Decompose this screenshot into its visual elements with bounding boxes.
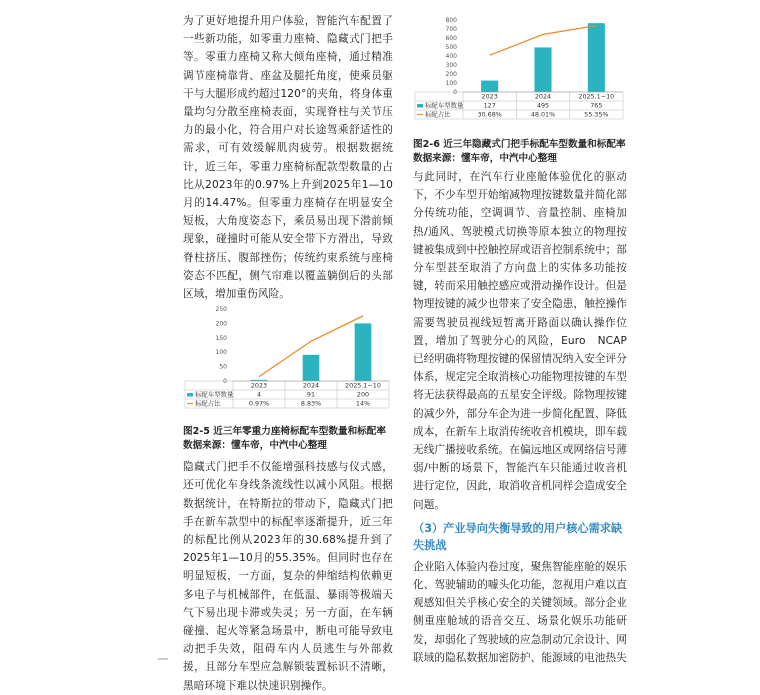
bar-2024 xyxy=(534,47,551,92)
x-category-label: 2024 xyxy=(302,381,320,390)
rate-value-label: 8.83% xyxy=(300,399,322,408)
figure-2-6 xyxy=(413,14,627,134)
y-tick-label: 200 xyxy=(445,71,457,78)
y-tick-label: 400 xyxy=(445,53,457,60)
rate-value-label: 0.97% xyxy=(248,399,270,408)
legend-bar-label: 标配车型数量 xyxy=(195,390,234,399)
y-tick-label: 250 xyxy=(215,306,227,314)
paragraph-industry-imbalance: 企业陷入体验内卷过度，聚焦智能座舱的娱乐化、驾驶辅助的噱头化功能，忽视用户难以直观感知但关乎核心安全的关键领域。部分企业侧重座舱域的语音交互、场景化娱乐功能研发，却弱化了驾驶域的应急制动冗余设计、网联域的隐私数据加密防护、能源域的电池热失 xyxy=(413,560,627,664)
rate-value-label: 14% xyxy=(355,399,371,408)
y-tick-label: 50 xyxy=(219,363,227,371)
bar-value-label: 200 xyxy=(356,390,370,399)
y-tick-label: 300 xyxy=(445,62,457,69)
x-category-label: 2023 xyxy=(250,381,268,390)
y-tick-label: 100 xyxy=(445,80,457,87)
y-tick-label: 150 xyxy=(215,335,227,343)
bar-value-label: 127 xyxy=(483,101,496,110)
x-category-label: 2025.1~10 xyxy=(578,92,615,101)
y-tick-label: 600 xyxy=(445,35,457,42)
paragraph-hidden-door-handle: 隐藏式门把手不仅能增强科技感与仪式感，还可优化车身线条流线性以减小风阻。根据数据统计，在特斯拉的带动下，隐藏式门把手在新车款型中的标配率逐渐提升，近三年的标配比例从2023年的30.68%提升到了2025年1—10月的55.35%。但同时也存在明显短板，一方面，复杂的伸缩结构依赖更多电子与机械部件，在低温、暴雨等极端天气下易出现卡滞或失灵；另一方面，在车辆碰撞、起火等紧急场景中，断电可能导致电动把手失效，阻碍车内人员逃生与外部救援，且部分车型应急解锁装置标识不清晰，黑暗环境下难以快速识别操作。 xyxy=(183,461,393,692)
paragraph-physical-buttons: 与此同时，在汽车行业座舱体验优化的驱动下，不少车型开始缩减物理按键数量并简化部分传统功能，空调调节、音量控制、座椅加热/通风、驾驶模式切换等原本独立的物理按键被集成到中控触控屏或语音控制系统中；部分车型甚至取消了方向盘上的实体多功能按键，转而采用触控感应或滑动操作设计。但是物理按键的减少也带来了安全隐患，触控操作需要驾驶员视线短暂离开路面以确认操作位置，增加了驾驶分心的风险，Euro NCAP已经明确将物理按键的保留情况纳入安全评分体系，规定完全取消核心功能物理按键的车型将无法获得最高的五星安全评级。除物理按键的减少外，部分车企为进一步简化配置、降低成本，在新车上取消传统收音机模块，即车载无线广播接收系统。在偏远地区或网络信号薄弱/中断的场景下，智能汽车只能通过收音机进行定位，因此，取消收音机同样会造成安全问题。 xyxy=(413,171,627,511)
y-tick-label: 700 xyxy=(445,26,457,33)
data-table xyxy=(415,92,623,119)
bar-2025.1~10 xyxy=(355,324,372,382)
x-category-label: 2023 xyxy=(481,92,498,101)
y-tick-label: 0 xyxy=(223,378,227,386)
legend-bar-swatch xyxy=(417,104,423,108)
y-tick-label: 0 xyxy=(453,89,457,96)
rate-value-label: 48.01% xyxy=(530,110,556,119)
legend-bar-label: 标配车型数量 xyxy=(425,101,464,110)
figure-2-5-caption: 图2-5 近三年零重力座椅标配车型数量和标配率数据来源：懂车帝，中汽中心整理 xyxy=(183,426,386,451)
legend-line-label: 标配占比 xyxy=(195,399,221,408)
bar-2025.1~10 xyxy=(588,23,605,92)
section-heading: （3）产业导向失衡导致的用户核心需求缺失挑战 xyxy=(413,521,623,552)
chart-zero-gravity-seat xyxy=(183,303,393,423)
bar-2024 xyxy=(303,355,320,381)
bar-value-label: 495 xyxy=(536,101,550,110)
rate-value-label: 30.68% xyxy=(477,110,502,119)
chart-hidden-door-handle xyxy=(413,14,627,134)
figure-2-5 xyxy=(183,303,393,423)
legend-line-label: 标配占比 xyxy=(425,110,451,119)
y-tick-label: 200 xyxy=(215,320,227,328)
y-tick-label: 800 xyxy=(445,17,457,24)
x-category-label: 2025.1~10 xyxy=(345,381,381,390)
bar-value-label: 4 xyxy=(256,390,262,399)
bar-value-label: 765 xyxy=(590,101,603,110)
rate-value-label: 55.35% xyxy=(584,110,609,119)
x-category-label: 2024 xyxy=(534,92,552,101)
bar-value-label: 91 xyxy=(306,390,316,399)
bar-2023 xyxy=(481,81,498,92)
y-tick-label: 500 xyxy=(445,44,457,51)
y-tick-label: 100 xyxy=(215,349,227,357)
paragraph-zero-gravity-seat: 为了更好地提升用户体验，智能汽车配置了一些新功能，如零重力座椅、隐藏式门把手等。零重力座椅又称大倾角座椅，通过精准调节座椅靠背、座盆及腿托角度，使乘员躯干与大腿形成约超过120°的夹角，将身体重量均匀分散至座椅表面，实现脊柱与关节压力的最小化，符合用户对长途驾乘舒适性的需求，可有效缓解肌肉疲劳。根据数据统计，近三年，零重力座椅标配款型数量的占比从2023年的0.97%上升到2025年1—10月的14.47%。但零重力座椅存在明显安全短板，大角度姿态下，乘员易出现下潜前倾现象，碰撞时可能从安全带下方滑出，导致脊柱挤压、腹部挫伤；传统约束系统与座椅姿态不匹配，侧气帘难以覆盖躺倒后的头部区域，增加重伤风险。 xyxy=(183,15,393,301)
left-column xyxy=(183,0,393,695)
page-edge-mark xyxy=(158,658,168,660)
data-table xyxy=(185,381,389,408)
right-column xyxy=(413,0,627,667)
legend-bar-swatch xyxy=(187,393,193,397)
figure-2-6-caption: 图2-6 近三年隐藏式门把手标配车型数量和标配率数据来源：懂车帝，中汽中心整理 xyxy=(413,139,626,164)
